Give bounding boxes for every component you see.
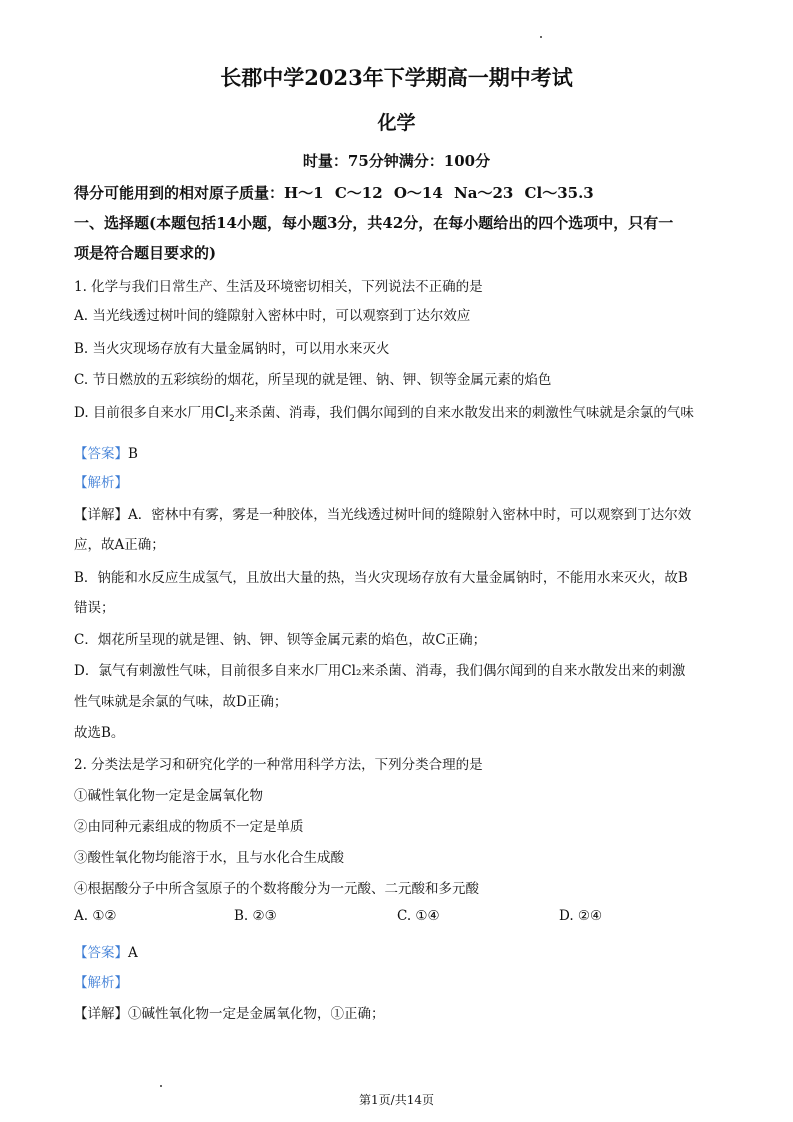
q1-detail-a2: 应，故A正确； xyxy=(74,537,165,553)
q1-analysis-tag: 【解析】 xyxy=(74,475,128,491)
q2-statement-3: ③酸性氧化物均能溶于水，且与水化合生成酸 xyxy=(74,850,344,866)
q1-answer-value: B xyxy=(128,446,138,462)
q2-answer-value: A xyxy=(128,945,138,961)
q1-conclusion: 故选B。 xyxy=(74,725,125,741)
q2-option-b: B. ②③ xyxy=(234,908,277,924)
q1-option-a: A. 当光线透过树叶间的缝隙射入密林中时，可以观察到丁达尔效应 xyxy=(74,308,471,324)
q2-option-a: A. ①② xyxy=(74,908,117,924)
page-number: 第1页/共14页 xyxy=(359,1093,434,1107)
decorative-dot xyxy=(540,36,542,38)
q1-detail-b2: 错误； xyxy=(74,600,115,616)
q2-analysis-tag: 【解析】 xyxy=(74,975,128,991)
q2-answer xyxy=(74,941,138,961)
section-heading-line2: 项是符合题目要求的) xyxy=(74,244,217,262)
q1-option-c: C. 节日燃放的五彩缤纷的烟花，所呈现的就是锂、钠、钾、钡等金属元素的焰色 xyxy=(74,372,552,388)
time-info: 时量：75分钟满分：100分 xyxy=(302,152,491,170)
q1-answer-tag: 【答案】 xyxy=(74,446,128,462)
exam-title: 长郡中学2023年下学期高一期中考试 xyxy=(220,65,573,90)
decorative-dot xyxy=(160,1085,162,1087)
q1-option-d xyxy=(74,401,694,424)
q1-detail-a1: 【详解】A．密林中有雾，雾是一种胶体，当光线透过树叶间的缝隙射入密林中时，可以观察到丁达尔效 xyxy=(74,507,692,523)
atomic-mass-line: 得分可能用到的相对原子质量：H～1 C～12 O～14 Na～23 Cl～35.3 xyxy=(74,184,594,202)
q2-statement-2: ②由同种元素组成的物质不一定是单质 xyxy=(74,819,304,835)
q2-option-c: C. ①④ xyxy=(397,908,440,924)
q1-option-d-post: 来杀菌、消毒，我们偶尔闻到的自来水散发出来的刺激性气味就是余氯的气味 xyxy=(234,405,694,421)
subject-title: 化学 xyxy=(377,112,416,134)
q1-option-b: B. 当火灾现场存放有大量金属钠时，可以用水来灭火 xyxy=(74,341,390,357)
section-heading-line1: 一、选择题(本题包括14小题，每小题3分，共42分，在每小题给出的四个选项中，只有一 xyxy=(74,214,674,232)
q1-option-d-pre: D. 目前很多自来水厂用 xyxy=(74,405,215,421)
q1-answer xyxy=(74,442,138,462)
q2-stem: 2. 分类法是学习和研究化学的一种常用科学方法，下列分类合理的是 xyxy=(74,757,483,773)
q2-answer-tag: 【答案】 xyxy=(74,945,128,961)
q2-detail-tag: 【详解】 xyxy=(74,1006,128,1022)
q2-statement-1: ①碱性氧化物一定是金属氧化物 xyxy=(74,788,263,804)
q1-detail-tag: 【详解】 xyxy=(74,507,128,523)
q1-detail-c: C．烟花所呈现的就是锂、钠、钾、钡等金属元素的焰色，故C正确； xyxy=(74,632,487,648)
q1-detail-b1: B．钠能和水反应生成氢气，且放出大量的热，当火灾现场存放有大量金属钠时，不能用水来灭火，故B xyxy=(74,570,688,586)
q2-statement-4: ④根据酸分子中所含氢原子的个数将酸分为一元酸、二元酸和多元酸 xyxy=(74,881,479,897)
q1-detail-d1: D．氯气有刺激性气味，目前很多自来水厂用Cl₂来杀菌、消毒，我们偶尔闻到的自来水散发出来的刺激 xyxy=(74,663,686,679)
q2-detail-1: 【详解】①碱性氧化物一定是金属氧化物，①正确； xyxy=(74,1006,385,1022)
q1-detail-d2: 性气味就是余氯的气味，故D正确； xyxy=(74,694,288,710)
q1-stem: 1. 化学与我们日常生产、生活及环境密切相关，下列说法不正确的是 xyxy=(74,279,483,295)
q2-option-d: D. ②④ xyxy=(559,908,603,924)
q1-option-d-formula: $Cl_2$ xyxy=(214,403,235,424)
